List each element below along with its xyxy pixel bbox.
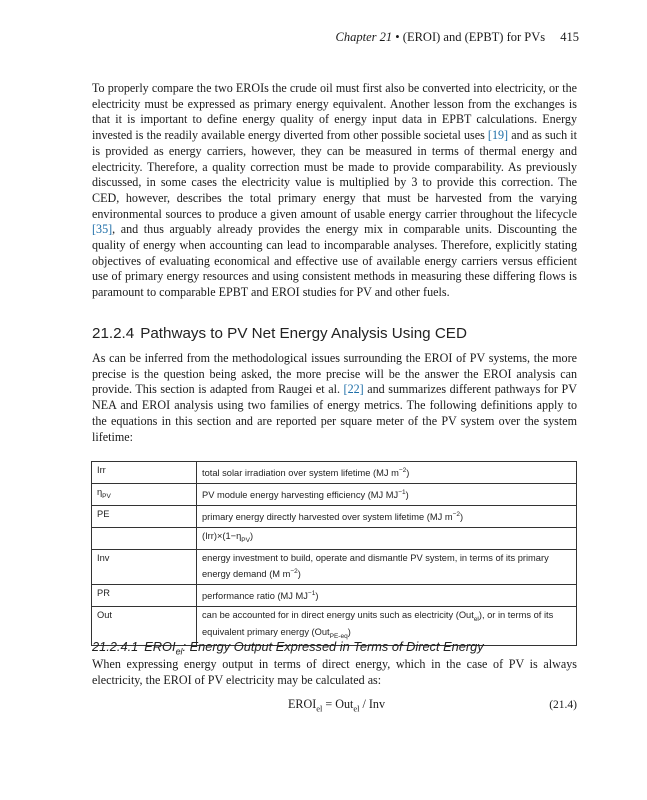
symbol-cell-empty: [92, 527, 197, 549]
paragraph-text: As can be inferred from the methodological issues surrounding the EROI of PV systems, the more precise is the question being asked, the more precise will be the answer the EROI analysis can provide. This section is adapted from Raugei et al.: [92, 351, 577, 397]
body-paragraph-3: When expressing energy output in terms of direct energy, which in the case of PV is always electricity, the EROI of PV electricity may be calculated as:: [92, 657, 577, 687]
table-row: [92, 483, 577, 505]
paragraph-text: , and thus arguably already provides the energy mix in comparable units. Discounting the quality of energy when accounting can lead to incomparable analyses. Therefore, explicitly stating objectives of evaluating economical and effective use of available energy carriers versus efficient use of primary energy resources and using consistent methods in measuring these differing flows is paramount to comparable EPBT and EROI studies for PV and other fuels.: [92, 222, 577, 300]
definition-cell: energy investment to build, operate and dismantle PV system, in terms of its primary energy demand (M $m^{-2}$): [197, 549, 577, 584]
paragraph-text: and as such it is provided as energy carriers, however, they can be measured in terms of thermal energy and electricity. Therefore, a quality correction must be made to provide comparability. As previously discussed, in some cases the electricity value is multiplied by 3 to provide this correction. The CED, however, describes the total primary energy that must be harvested from the varying environmental sources to produce a given amount of usable energy carrier throughout the lifecycle: [92, 128, 577, 221]
symbol-cell: Out: [92, 606, 197, 646]
symbol-cell: PE: [92, 505, 197, 527]
symbol-cell: Inv: [92, 549, 197, 584]
table-row: [92, 585, 577, 607]
table-row: [92, 505, 577, 527]
running-header: [336, 30, 579, 45]
citation-link[interactable]: [19]: [487, 128, 509, 143]
section-heading: [92, 325, 467, 342]
subsection-title: EROI: [144, 639, 176, 654]
header-bullet: •: [395, 30, 400, 44]
definition-cell: PV module energy harvesting efficiency (MJ $MJ^{-1}$): [197, 483, 577, 505]
paragraph-text: To properly compare the two EROIs the crude oil must first also be converted into electricity, or the electricity must be expressed as primary energy equivalent. Another lesson from the exchanges is that it is important to define energy quality of energy input data in EPBT calculations. Energy invested is the readily available energy diverted from other possible societal uses: [92, 81, 577, 143]
chapter-label: Chapter 21: [335, 30, 393, 44]
body-paragraph-2: [92, 351, 577, 445]
definition-cell: primary energy directly harvested over system lifetime (MJ $m^{-2}$): [197, 505, 577, 527]
table-row: [92, 549, 577, 584]
body-paragraph-1: [92, 81, 577, 301]
subsection-number: 21.2.4.1: [92, 639, 139, 654]
citation-link[interactable]: [22]: [343, 382, 364, 397]
subsection-title-sub: el: [175, 646, 183, 657]
symbol-cell: Irr: [92, 462, 197, 484]
symbol-cell: PR: [92, 585, 197, 607]
equation-number: (21.4): [549, 699, 577, 711]
symbol-cell: $\eta_{PV}$: [92, 483, 197, 505]
header-title: (EROI) and (EPBT) for PVs: [402, 30, 546, 44]
equation-body: $EROI_{el} = Out_{el}$ / Inv: [288, 697, 386, 714]
citation-link[interactable]: [35]: [92, 222, 113, 237]
section-number: 21.2.4: [92, 325, 135, 342]
table-row: [92, 462, 577, 484]
definition-cell: total solar irradiation over system lifetime (MJ $m^{-2}$): [197, 462, 577, 484]
paragraph-text: and summarizes different pathways for PV NEA and EROI analysis using two families of energy metrics. The following definitions apply to the equations in this section and are reported per square meter of the PV system over the system lifetime:: [92, 382, 577, 444]
table-row: [92, 527, 577, 549]
section-title: Pathways to PV Net Energy Analysis Using CED: [140, 325, 467, 342]
subsection-heading: [92, 639, 484, 657]
definitions-table: [91, 461, 577, 646]
page-number: 415: [560, 30, 579, 44]
definition-cell: $(Irr)\times(1-\eta_{PV})$: [197, 527, 577, 549]
definition-cell: can be accounted for in direct energy units such as electricity (Out$_{el}$), or in terms of its equivalent primary energy (Out$_{PE-eq}$): [197, 606, 577, 646]
definition-cell: performance ratio (MJ $MJ^{-1}$): [197, 585, 577, 607]
subsection-title-rest: : Energy Output Expressed in Terms of Direct Energy: [182, 639, 484, 654]
